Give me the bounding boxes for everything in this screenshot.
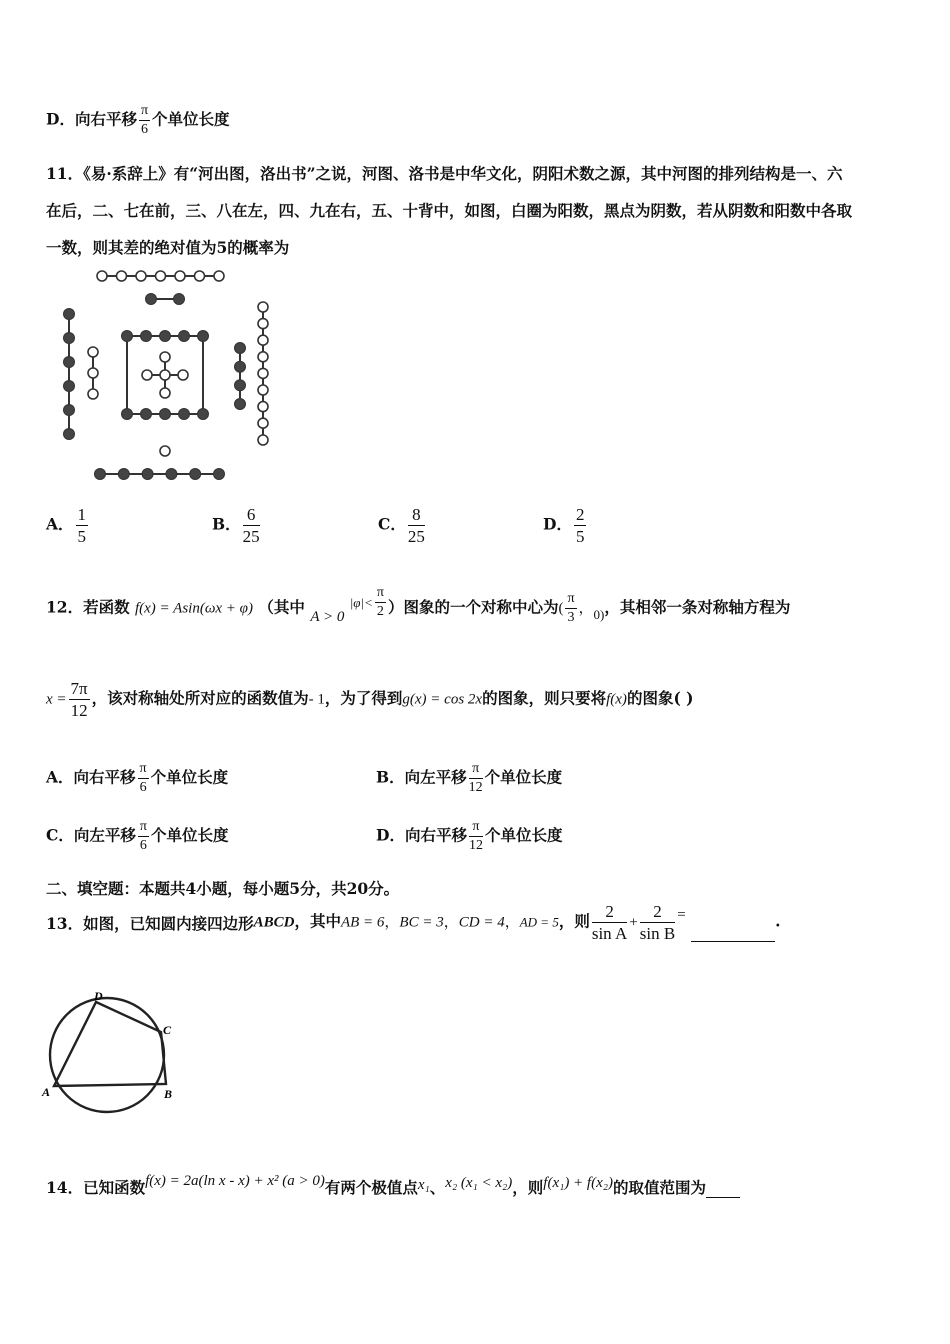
q12-option-d: D．向右平移 $\frac{\pi}{12}$ 个单位长度 xyxy=(376,819,563,853)
q12-paren-open: （其中 xyxy=(258,597,305,617)
q14-intro: 14．已知函数 xyxy=(46,1178,146,1197)
q14-mid: 有两个极值点 xyxy=(324,1178,418,1197)
label-b: B xyxy=(164,1087,173,1101)
q13-bc: BC = 3 xyxy=(399,914,444,931)
q12-center-tail: 0) xyxy=(593,606,605,622)
q12-axis-x: x = xyxy=(46,691,67,708)
option-label: C． xyxy=(378,514,406,534)
q13-end: . xyxy=(775,911,781,931)
hetu-diagram xyxy=(55,262,285,487)
q12-g: g(x) = cos 2x xyxy=(402,691,483,708)
q14-line xyxy=(46,1173,740,1198)
q12-paren-close: ）图象的一个对称中心为 xyxy=(387,597,559,617)
circle-quadrilateral-diagram xyxy=(40,988,190,1123)
q12-option-c: C．向左平移 $\frac{\pi}{6}$ 个单位长度 xyxy=(46,819,229,853)
option-text-tail: 个单位长度 xyxy=(152,109,230,129)
fraction: $\frac{2}{5}$ xyxy=(575,505,585,546)
q11-option-c xyxy=(378,506,427,545)
fraction: $\frac{\pi}{3}$ xyxy=(567,591,575,625)
q13-mid: ，其中 xyxy=(294,911,341,931)
answer-blank[interactable] xyxy=(706,1183,740,1198)
q11-line-3: 一数，则其差的绝对值为5的概率为 xyxy=(46,238,290,257)
section-heading: 二、填空题：本题共4小题，每小题5分，共20分。 xyxy=(46,879,400,898)
q12-line-2 xyxy=(46,680,694,719)
q14-x2: x₂ (x₁ < x₂) xyxy=(445,1175,513,1191)
q12-value: - 1 xyxy=(308,691,325,708)
fraction: $\frac{\pi}{12}$ xyxy=(468,819,483,853)
q14-then: ，则 xyxy=(512,1178,544,1197)
option-label: A． xyxy=(46,514,74,534)
q12-text: ，该对称轴处所对应的函数值为 xyxy=(91,688,309,708)
label-c: C xyxy=(163,1023,172,1037)
q12-text-d: 的图象( ) xyxy=(626,688,694,708)
option-label: B． xyxy=(212,514,241,534)
q12-text-c: 的图象，则只要将 xyxy=(482,688,607,708)
q12-option-a: A．向右平移 $\frac{\pi}{6}$ 个单位长度 xyxy=(46,761,229,795)
q11-option-b xyxy=(212,506,262,545)
fraction: $\frac{8}{25}$ xyxy=(407,505,425,546)
q13-intro: 13．如图，已知圆内接四边形 xyxy=(46,913,254,933)
q12-after-center: ，其相邻一条对称轴方程为 xyxy=(604,597,791,617)
q11-option-a xyxy=(46,506,90,545)
fraction: $\frac{7\pi}{12}$ xyxy=(70,679,88,720)
fraction: $\frac{6}{25}$ xyxy=(242,505,260,546)
q14-expr: f(x₁) + f(x₂) xyxy=(543,1175,613,1191)
fraction: $\frac{\pi}{6}$ xyxy=(140,103,149,137)
q14-function: f(x) = 2a(ln x - x) + x² (a > 0) xyxy=(145,1173,325,1189)
q12-cond-phi: |φ|< xyxy=(349,594,373,610)
q13-line: 13．如图，已知圆内接四边形ABCD，其中AB = 6，BC = 3，CD = 4，AD = 5，则 $\frac{2}{\text{sin A}}$ + $\frac{2}{\text{sin B}}$ = . xyxy=(46,902,781,943)
q14-x1: x₁ xyxy=(417,1177,430,1193)
label-d: D xyxy=(94,989,103,1003)
q13-quad: ABCD xyxy=(253,914,295,931)
q11-line-2: 在后，二、七在前，三、八在左，四、九在右，五、十背中，如图，白圈为阳数，黑点为阴数，若从阴数和阳数中各取 xyxy=(46,201,853,220)
q14-end: 的取值范围为 xyxy=(612,1178,706,1197)
q12-intro: 12．若函数 xyxy=(46,597,130,617)
plus: + xyxy=(629,914,638,931)
answer-blank[interactable] xyxy=(691,927,775,942)
equals: = xyxy=(677,906,686,923)
q13-then: ，则 xyxy=(558,911,590,931)
option-label: D． xyxy=(543,514,572,534)
q14-sep: 、 xyxy=(429,1178,446,1197)
q12-option-b: B．向左平移 $\frac{\pi}{12}$ 个单位长度 xyxy=(376,761,563,795)
fraction: $\frac{2}{\text{sin B}}$ xyxy=(639,902,676,943)
q13-ad: AD = 5 xyxy=(519,914,559,930)
option-text: 向右平移 xyxy=(74,109,137,129)
q12-line-1: 12．若函数 f(x) = Asin(ωx + φ) （其中 A > 0 $^{|\varphi|<}$ $\frac{\pi}{2}$ ）图象的一个对称中心为( $\frac{\pi}{3}$ ，$_{0)}$，其相邻一条对称轴方程为 xyxy=(46,585,791,625)
fraction: $\frac{1}{5}$ xyxy=(77,505,87,546)
q12-text-b: ，为了得到 xyxy=(324,688,403,708)
q12-function: f(x) = Asin(ωx + φ) xyxy=(134,600,253,617)
q11-option-d xyxy=(543,506,588,545)
fraction: $\frac{\pi}{6}$ xyxy=(139,819,147,853)
fraction: $\frac{\pi}{2}$ xyxy=(376,585,384,619)
q13-cd: CD = 4 xyxy=(458,914,505,931)
q11-line-1: 11．《易·系辞上》有“河出图，洛出书”之说，河图、洛书是中华文化，阴阳术数之源，其中河图的排列结构是一、六 xyxy=(46,164,843,183)
fraction: $\frac{\pi}{12}$ xyxy=(468,761,483,795)
q13-ab: AB = 6 xyxy=(340,914,385,931)
q10-option-d xyxy=(46,104,230,137)
label-a: A xyxy=(42,1085,51,1099)
fraction: $\frac{2}{\text{sin A}}$ xyxy=(591,902,628,943)
option-label: D． xyxy=(46,109,75,129)
fraction: $\frac{\pi}{6}$ xyxy=(139,761,147,795)
q12-f: f(x) xyxy=(606,691,627,708)
q12-cond-a: A > 0 xyxy=(310,608,345,625)
